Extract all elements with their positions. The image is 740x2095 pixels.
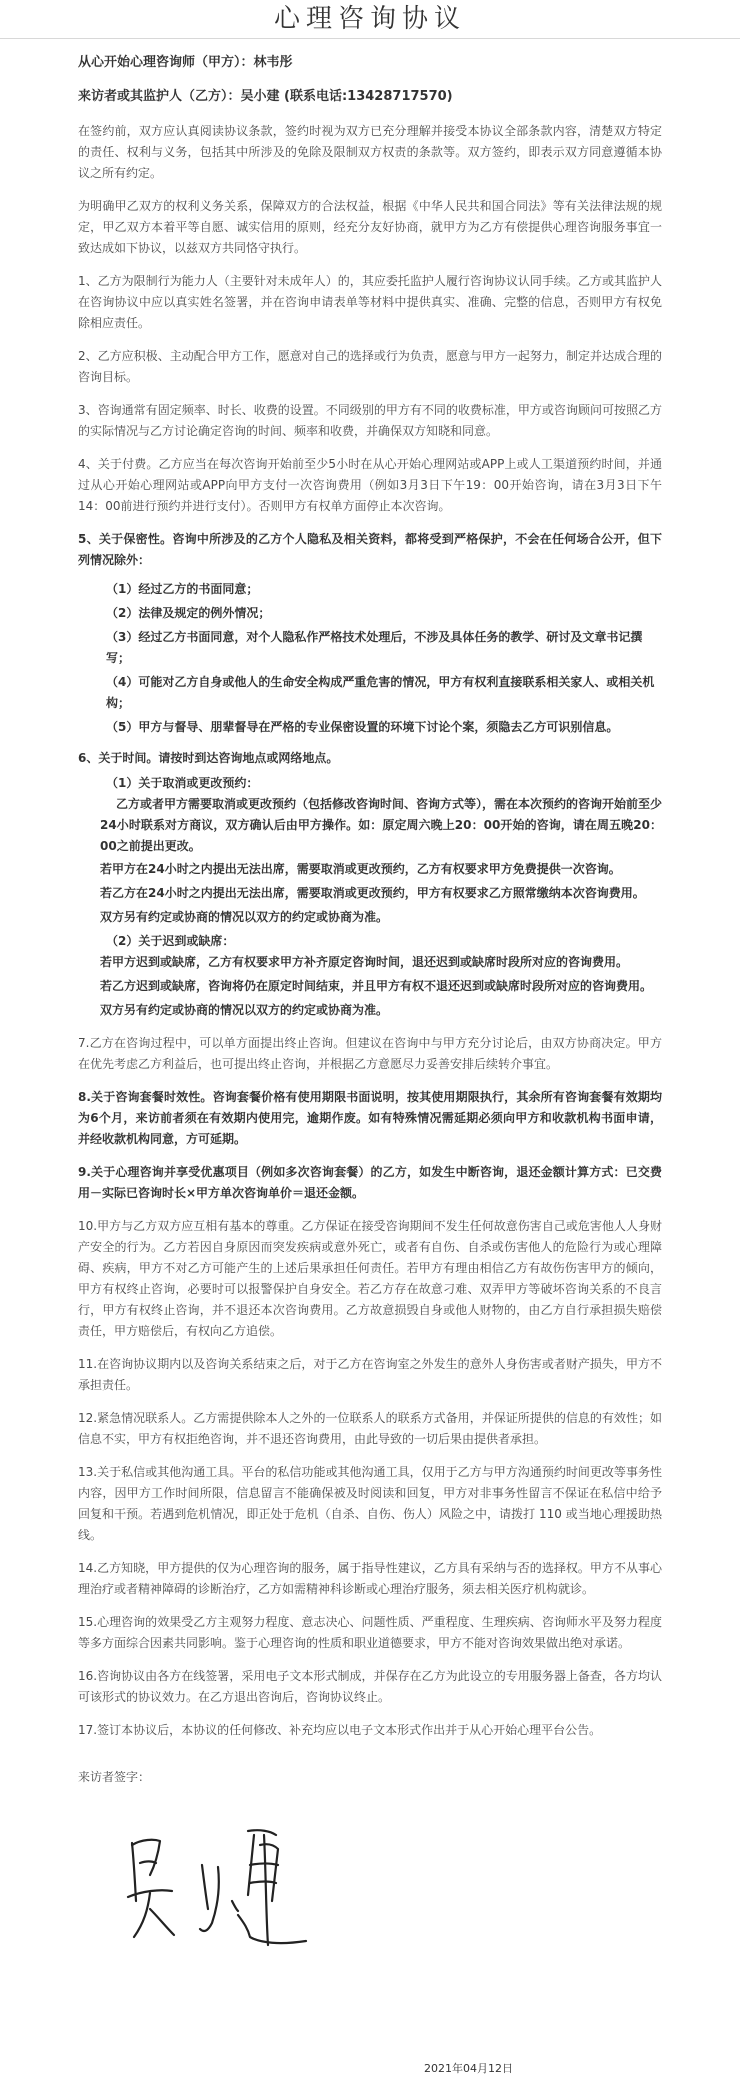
clause-6-text-3: 若乙方在24小时之内提出无法出席，需要取消或更改预约，甲方有权要求乙方照常缴纳本次咨询费用。 xyxy=(100,886,645,900)
exception-item: （3）经过乙方书面同意，对个人隐私作严格技术处理后，不涉及具体任务的教学、研讨及文章书记撰写； xyxy=(106,630,643,665)
exception-item: （2）法律及规定的例外情况； xyxy=(106,606,271,620)
clause-15: 15.心理咨询的效果受乙方主观努力程度、意志决心、问题性质、严重程度、生理疾病、咨询师水平及努力程度等多方面综合因素共同影响。鉴于心理咨询的性质和职业道德要求，甲方不能对咨询效果做出绝对承诺。 xyxy=(78,1615,662,1650)
clause-6-text-6: 若乙方迟到或缺席，咨询将仍在原定时间结束，并且甲方有权不退还迟到或缺席时段所对应的咨询费用。 xyxy=(100,979,653,993)
clause-2: 2、乙方应积极、主动配合甲方工作，愿意对自己的选择或行为负责，愿意与甲方一起努力，制定并达成合理的咨询目标。 xyxy=(78,349,662,384)
clause-5: 5、关于保密性。咨询中所涉及的乙方个人隐私及相关资料，都将受到严格保护，不会在任何场合公开，但下列情况除外： xyxy=(78,532,662,567)
party-a: 从心开始心理咨询师（甲方）：林韦彤 xyxy=(78,55,293,70)
clause-6-text-1: 乙方或者甲方需要取消或更改预约（包括修改咨询时间、咨询方式等），需在本次预约的咨询开始前至少24小时联系对方商议，双方确认后由甲方操作。如：原定周六晚上20：00开始的咨询，请在周五晚20：00之前提出更改。 xyxy=(100,797,663,853)
clause-6: 6、关于时间。请按时到达咨询地点或网络地点。 xyxy=(78,751,339,765)
clause-17: 17.签订本协议后，本协议的任何修改、补充均应以电子文本形式作出并于从心开始心理平台公告。 xyxy=(78,1723,602,1737)
page-title: 心理咨询协议 xyxy=(0,0,740,39)
clause-6-sub-1: （1）关于取消或更改预约： xyxy=(106,776,259,790)
clause-3: 3、咨询通常有固定频率、时长、收费的设置。不同级别的甲方有不同的收费标准，甲方或咨询顾问可按照乙方的实际情况与乙方讨论确定咨询的时间、频率和收费，并确保双方知晓和同意。 xyxy=(78,403,662,438)
clause-5-exceptions xyxy=(78,579,662,738)
clause-6-text-5: 若甲方迟到或缺席，乙方有权要求甲方补齐原定咨询时间，退还迟到或缺席时段所对应的咨询费用。 xyxy=(100,955,629,969)
party-b: 来访者或其监护人（乙方）：吴小建 (联系电话:13428717570) xyxy=(78,89,453,104)
clause-14: 14.乙方知晓，甲方提供的仅为心理咨询的服务，属于指导性建议，乙方具有采纳与否的选择权。甲方不从事心理治疗或者精神障碍的诊断治疗，乙方如需精神科诊断或心理治疗服务，须去相关医疗机构就诊。 xyxy=(78,1561,662,1596)
clause-1: 1、乙方为限制行为能力人（主要针对未成年人）的，其应委托监护人履行咨询协议认同手续。乙方或其监护人在咨询协议中应以真实姓名签署，并在咨询申请表单等材料中提供真实、准确、完整的信息，否则甲方有权免除相应责任。 xyxy=(78,274,662,330)
clause-9: 9.关于心理咨询并享受优惠项目（例如多次咨询套餐）的乙方，如发生中断咨询，退还金额计算方式：已交费用－实际已咨询时长×甲方单次咨询单价＝退还金额。 xyxy=(78,1165,662,1200)
clause-13: 13.关于私信或其他沟通工具。平台的私信功能或其他沟通工具，仅用于乙方与甲方沟通预约时间更改等事务性内容，因甲方工作时间所限，信息留言不能确保被及时阅读和回复，甲方对非事务性留言不保证在私信中给予回复和干预。若遇到危机情况，即正处于危机（自杀、自伤、伤人）风险之中，请拨打 110 或当地心理援助热线。 xyxy=(78,1465,662,1542)
intro-paragraph-1: 在签约前，双方应认真阅读协议条款，签约时视为双方已充分理解并接受本协议全部条款内容，清楚双方特定的责任、权利与义务，包括其中所涉及的免除及限制双方权责的条款等。双方签约，即表示双方同意遵循本协议之所有约定。 xyxy=(78,124,662,180)
clause-6-text-4: 双方另有约定或协商的情况以双方的约定或协商为准。 xyxy=(100,910,389,924)
clause-6-text-2: 若甲方在24小时之内提出无法出席，需要取消或更改预约，乙方有权要求甲方免费提供一次咨询。 xyxy=(100,862,621,876)
exception-item: （4）可能对乙方自身或他人的生命安全构成严重危害的情况，甲方有权利直接联系相关家人、或相关机构； xyxy=(106,675,655,710)
exception-item: （1）经过乙方的书面同意； xyxy=(106,582,259,596)
clause-16: 16.咨询协议由各方在线签署，采用电子文本形式制成，并保存在乙方为此设立的专用服务器上备查，各方均认可该形式的协议效力。在乙方退出咨询后，咨询协议终止。 xyxy=(78,1669,662,1704)
clause-11: 11.在咨询协议期内以及咨询关系结束之后，对于乙方在咨询室之外发生的意外人身伤害或者财产损失，甲方不承担责任。 xyxy=(78,1357,662,1392)
clause-6-text-7: 双方另有约定或协商的情况以双方的约定或协商为准。 xyxy=(100,1003,389,1017)
signature-label: 来访者签字： xyxy=(78,1770,151,1784)
clause-8: 8.关于咨询套餐时效性。咨询套餐价格有使用期限书面说明，按其使用期限执行，其余所有咨询套餐有效期均为6个月，来访前者须在有效期内使用完，逾期作废。如有特殊情况需延期必须向甲方和收款机构书面申请，并经收款机构同意，方可延期。 xyxy=(78,1090,662,1146)
signature-date: 2021年04月12日 xyxy=(424,2062,513,2075)
clause-12: 12.紧急情况联系人。乙方需提供除本人之外的一位联系人的联系方式备用，并保证所提供的信息的有效性；如信息不实，甲方有权拒绝咨询，并不退还咨询费用，由此导致的一切后果由提供者承担。 xyxy=(78,1411,662,1446)
clause-10: 10.甲方与乙方双方应互相有基本的尊重。乙方保证在接受咨询期间不发生任何故意伤害自己或危害他人人身财产安全的行为。乙方若因自身原因而突发疾病或意外死亡，或者有自伤、自杀或伤害他人的危险行为或心理障碍、疾病，甲方不对乙方可能产生的上述后果承担任何责任。若甲方有理由相信乙方有故伤伤害甲方的倾向，甲方有权终止咨询，必要时可以报警保护自身安全。若乙方存在故意刁难、双弄甲方等破坏咨询关系的不良言行，甲方有权终止咨询，并不退还本次咨询费用。乙方故意损毁自身或他人财物的，由乙方自行承担损失赔偿责任，甲方赔偿后，有权向乙方追偿。 xyxy=(78,1219,662,1338)
intro-paragraph-2: 为明确甲乙双方的权利义务关系，保障双方的合法权益，根据《中华人民共和国合同法》等有关法律法规的规定，甲乙双方本着平等自愿、诚实信用的原则，经充分友好协商，就甲方为乙方有偿提供心理咨询服务事宜一致达成如下协议，以兹双方共同恪守执行。 xyxy=(78,199,662,255)
clause-4: 4、关于付费。乙方应当在每次咨询开始前至少5小时在从心开始心理网站或APP上或人工渠道预约时间，并通过从心开始心理网站或APP向甲方支付一次咨询费用（例如3月3日下午19：00开始咨询，请在3月3日下午14：00前进行预约并进行支付）。否则甲方有权单方面停止本次咨询。 xyxy=(78,457,662,513)
clause-6-sub-2: （2）关于迟到或缺席： xyxy=(106,934,235,948)
clause-7: 7.乙方在咨询过程中，可以单方面提出终止咨询。但建议在咨询中与甲方充分讨论后，由双方协商决定。甲方在优先考虑乙方利益后，也可提出终止咨询，并根据乙方意愿尽力妥善安排后续转介事宜。 xyxy=(78,1036,662,1071)
handwritten-signature xyxy=(120,1805,340,1955)
exception-item: （5）甲方与督导、朋辈督导在严格的专业保密设置的环境下讨论个案，须隐去乙方可识别信息。 xyxy=(106,720,619,734)
